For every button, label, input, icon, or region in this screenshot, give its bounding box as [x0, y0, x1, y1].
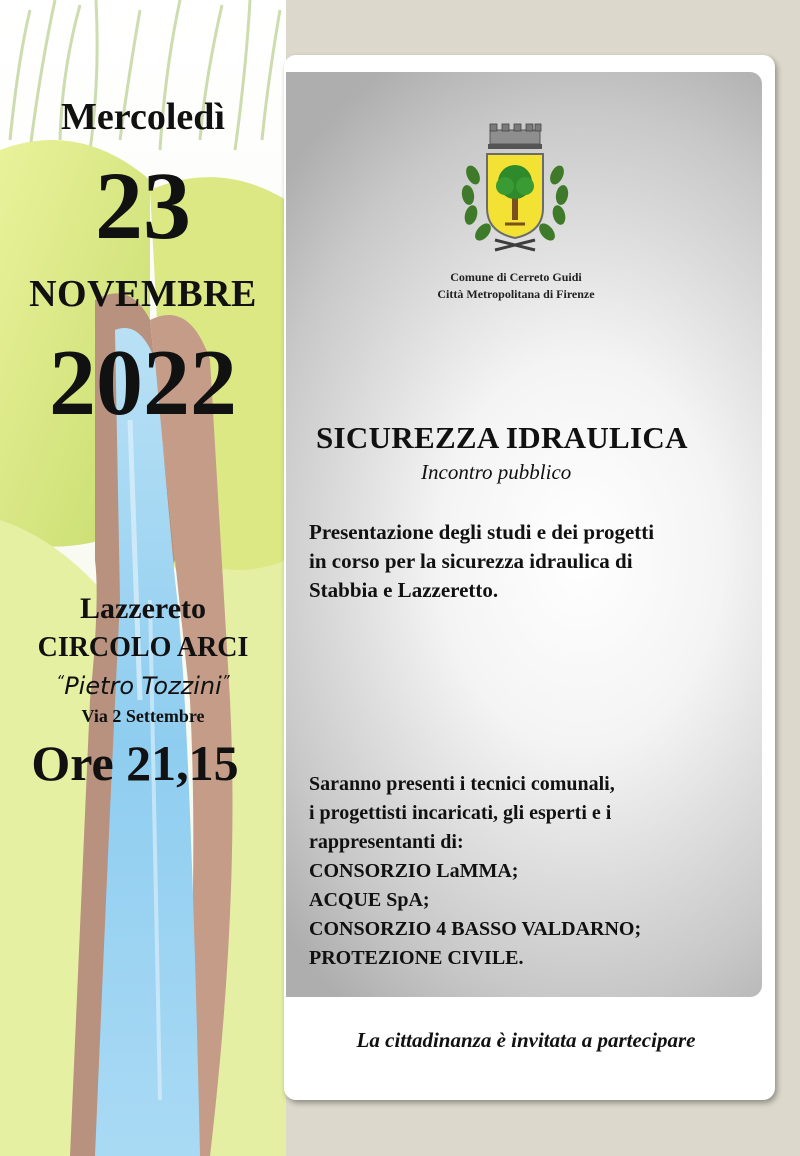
participant-organization: CONSORZIO 4 BASSO VALDARNO;: [309, 918, 642, 940]
event-month: NOVEMBRE: [29, 273, 257, 315]
municipal-coat-of-arms-icon: [455, 120, 575, 255]
event-place: Lazzereto: [79, 592, 207, 625]
event-time: Ore 21,15: [31, 735, 239, 791]
venue-name-close-quote: ”: [221, 672, 230, 690]
venue-name-open-quote: “: [56, 672, 65, 690]
municipality-name: Comune di Cerreto Guidi: [450, 270, 582, 284]
event-weekday: Mercoledì: [61, 96, 225, 138]
event-venue-name: [0, 672, 286, 700]
event-venue: CIRCOLO ARCI: [37, 632, 249, 663]
event-title: SICUREZZA IDRAULICA: [316, 420, 688, 455]
description-line: Stabbia e Lazzeretto.: [309, 578, 499, 602]
venue-name-text: Pietro Tozzini: [64, 672, 222, 700]
participants-line: rappresentanti di:: [309, 831, 464, 853]
description-line: Presentazione degli studi e dei progetti: [309, 520, 655, 544]
metropolitan-city-name: Città Metropolitana di Firenze: [437, 287, 595, 301]
invitation-text: La cittadinanza è invitata a partecipare: [356, 1028, 696, 1052]
event-year: 2022: [49, 331, 237, 435]
event-street: Via 2 Settembre: [81, 706, 205, 726]
description-line: in corso per la sicurezza idraulica di: [309, 549, 633, 573]
participant-organization: ACQUE SpA;: [309, 889, 430, 911]
event-day: 23: [95, 152, 191, 259]
event-description: [309, 518, 759, 605]
participants-line: Saranno presenti i tecnici comunali,: [309, 773, 615, 795]
participants-list: [309, 770, 759, 973]
participant-organization: CONSORZIO LaMMA;: [309, 860, 519, 882]
event-subtitle: Incontro pubblico: [421, 460, 572, 484]
waterfall-illustration-panel: [0, 0, 286, 1156]
participant-organization: PROTEZIONE CIVILE.: [309, 947, 524, 969]
participants-line: i progettisti incaricati, gli esperti e i: [309, 802, 612, 824]
